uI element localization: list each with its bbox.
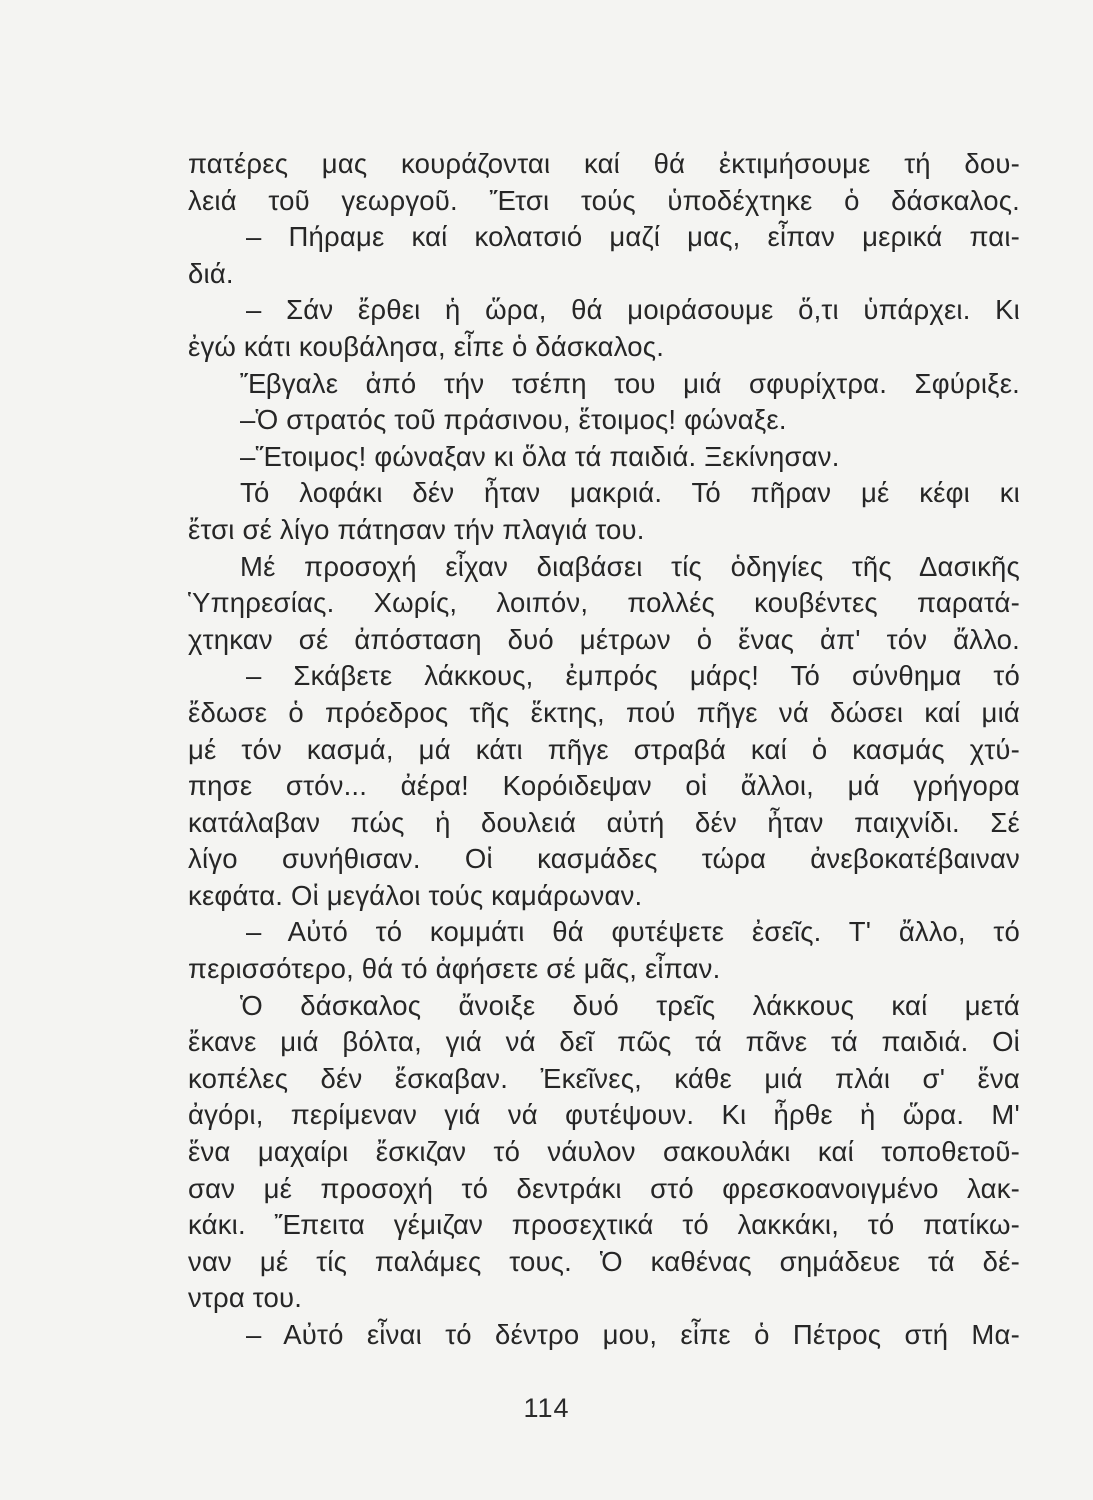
text-line: ἐγώ κάτι κουβάλησα, εἶπε ὁ δάσκαλος. (188, 330, 665, 362)
text-line: ἔδωσε ὁ πρόεδρος τῆς ἕκτης, πού πῆγε νά δώσει καί μιά (188, 696, 1020, 728)
text-line: πατέρες μας κουράζονται καί θά ἐκτιμήσουμε τή δου- (188, 148, 1020, 179)
page-number: 114 (523, 1393, 570, 1423)
text-line: –Ὁ στρατός τοῦ πράσινου, ἕτοιμος! φώναξε. (240, 404, 787, 436)
text-line: – Πήραμε καί κολατσιό μαζί μας, εἶπαν μερικά παι- (246, 221, 1020, 253)
text-line: ἀγόρι, περίμεναν γιά νά φυτέψουν. Κι ἦρθε ἡ ὥρα. Μ' (188, 1099, 1020, 1131)
text-line: κατάλαβαν πώς ἡ δουλειά αὐτή δέν ἦταν παιχνίδι. Σέ (188, 806, 1020, 838)
text-line: ἔτσι σέ λίγο πάτησαν τήν πλαγιά του. (188, 513, 645, 545)
body-text (188, 146, 1020, 1354)
text-line: λίγο συνήθισαν. Οἱ κασμάδες τώρα ἀνεβοκατέβαιναν (188, 843, 1020, 875)
text-line: ἕνα μαχαίρι ἔσκιζαν τό νάυλον σακουλάκι καί τοποθετοῦ- (188, 1136, 1020, 1168)
text-line: Ὁ δάσκαλος ἄνοιξε δυό τρεῖς λάκκους καί μετά (240, 989, 1020, 1021)
text-line: σαν μέ προσοχή τό δεντράκι στό φρεσκοανοιγμένο λακ- (188, 1172, 1020, 1204)
text-line: –Ἕτοιμος! φώναξαν κι ὅλα τά παιδιά. Ξεκίνησαν. (240, 440, 840, 472)
text-line: ντρα του. (188, 1282, 303, 1314)
text-line: πησε στόν... ἀέρα! Κορόιδεψαν οἱ ἄλλοι, μά γρήγορα (188, 770, 1020, 802)
text-line: λειά τοῦ γεωργοῦ. Ἔτσι τούς ὑποδέχτηκε ὁ δάσκαλος. (188, 184, 1020, 216)
text-line: Ὑπηρεσίας. Χωρίς, λοιπόν, πολλές κουβέντες παρατά- (188, 587, 1020, 619)
text-line: περισσότερο, θά τό ἀφήσετε σέ μᾶς, εἶπαν. (188, 953, 721, 985)
text-line: Τό λοφάκι δέν ἦταν μακριά. Τό πῆραν μέ κέφι κι (240, 477, 1020, 509)
text-line: Μέ προσοχή εἶχαν διαβάσει τίς ὁδηγίες τῆς Δασικῆς (240, 550, 1020, 582)
text-line: – Αὐτό εἶναι τό δέντρο μου, εἶπε ὁ Πέτρος στή Μα- (246, 1319, 1020, 1350)
text-line: – Σάν ἔρθει ἡ ὥρα, θά μοιράσουμε ὅ,τι ὑπάρχει. Κι (246, 294, 1020, 326)
text-line: κάκι. Ἔπειτα γέμιζαν προσεχτικά τό λακκάκι, τό πατίκω- (188, 1209, 1020, 1241)
text-line: ἔκανε μιά βόλτα, γιά νά δεῖ πῶς τά πᾶνε τά παιδιά. Οἱ (188, 1026, 1020, 1058)
text-line: διά. (188, 257, 234, 289)
text-line: ναν μέ τίς παλάμες τους. Ὁ καθένας σημάδευε τά δέ- (188, 1245, 1020, 1277)
text-line: – Σκάβετε λάκκους, ἐμπρός μάρς! Τό σύνθημα τό (246, 660, 1020, 692)
text-line: – Αὐτό τό κομμάτι θά φυτέψετε ἐσεῖς. Τ' ἄλλο, τό (246, 916, 1020, 948)
text-line: χτηκαν σέ ἀπόσταση δυό μέτρων ὁ ἕνας ἀπ' τόν ἄλλο. (188, 623, 1020, 655)
text-line: Ἔβγαλε ἀπό τήν τσέπη του μιά σφυρίχτρα. Σφύριξε. (240, 367, 1020, 399)
text-line: κεφάτα. Οἱ μεγάλοι τούς καμάρωναν. (188, 879, 643, 911)
text-line: κοπέλες δέν ἔσκαβαν. Ἐκεῖνες, κάθε μιά πλάι σ' ἕνα (188, 1062, 1020, 1094)
text-line: μέ τόν κασμά, μά κάτι πῆγε στραβά καί ὁ κασμάς χτύ- (188, 733, 1020, 765)
